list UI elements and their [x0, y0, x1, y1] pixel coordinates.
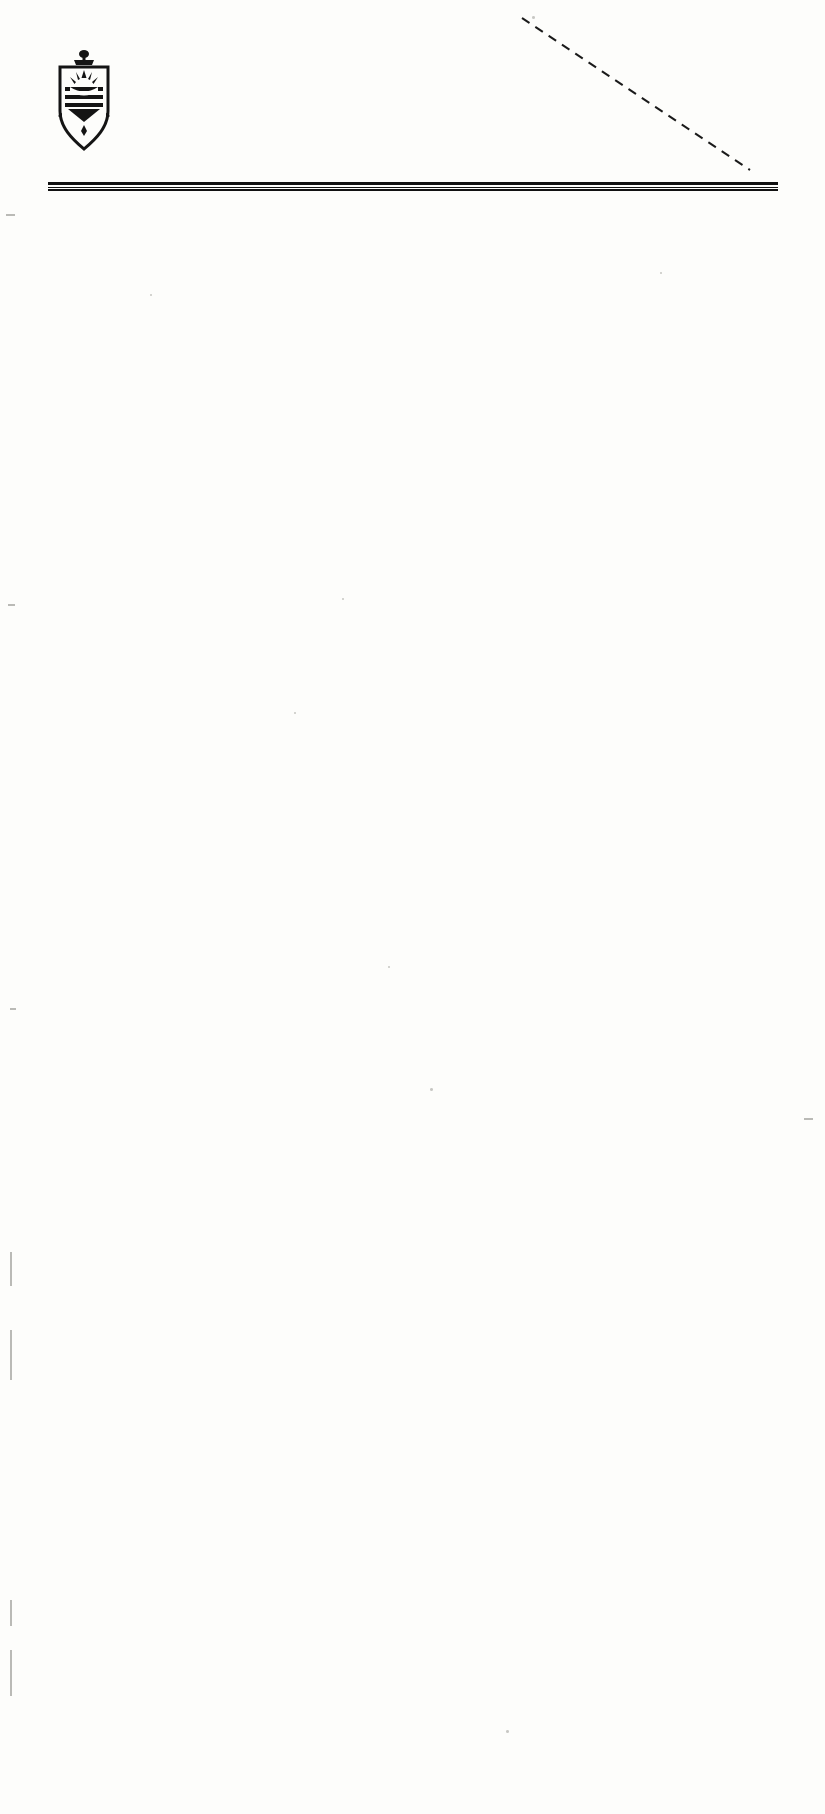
- university-crest-icon: [48, 47, 120, 151]
- scan-speck: [506, 1730, 509, 1733]
- scan-speck: [150, 294, 152, 296]
- header-divider: [48, 182, 778, 191]
- corner-cut-dashed-line: [512, 10, 812, 175]
- scan-speck: [294, 712, 296, 714]
- scan-speck: [388, 966, 390, 968]
- scan-edge-mark: [10, 1650, 12, 1696]
- scan-edge-mark: [10, 1600, 12, 1626]
- scan-edge-mark: [10, 1330, 12, 1380]
- scan-speck: [342, 598, 344, 600]
- scan-edge-mark: [10, 1008, 16, 1010]
- scan-edge-mark: [6, 214, 15, 216]
- scan-edge-mark: [8, 604, 15, 606]
- scan-speck: [660, 272, 662, 274]
- scan-speck: [430, 1088, 433, 1091]
- scan-speck: [532, 16, 535, 19]
- scan-edge-mark: [804, 1118, 813, 1120]
- scan-edge-mark: [10, 1252, 12, 1286]
